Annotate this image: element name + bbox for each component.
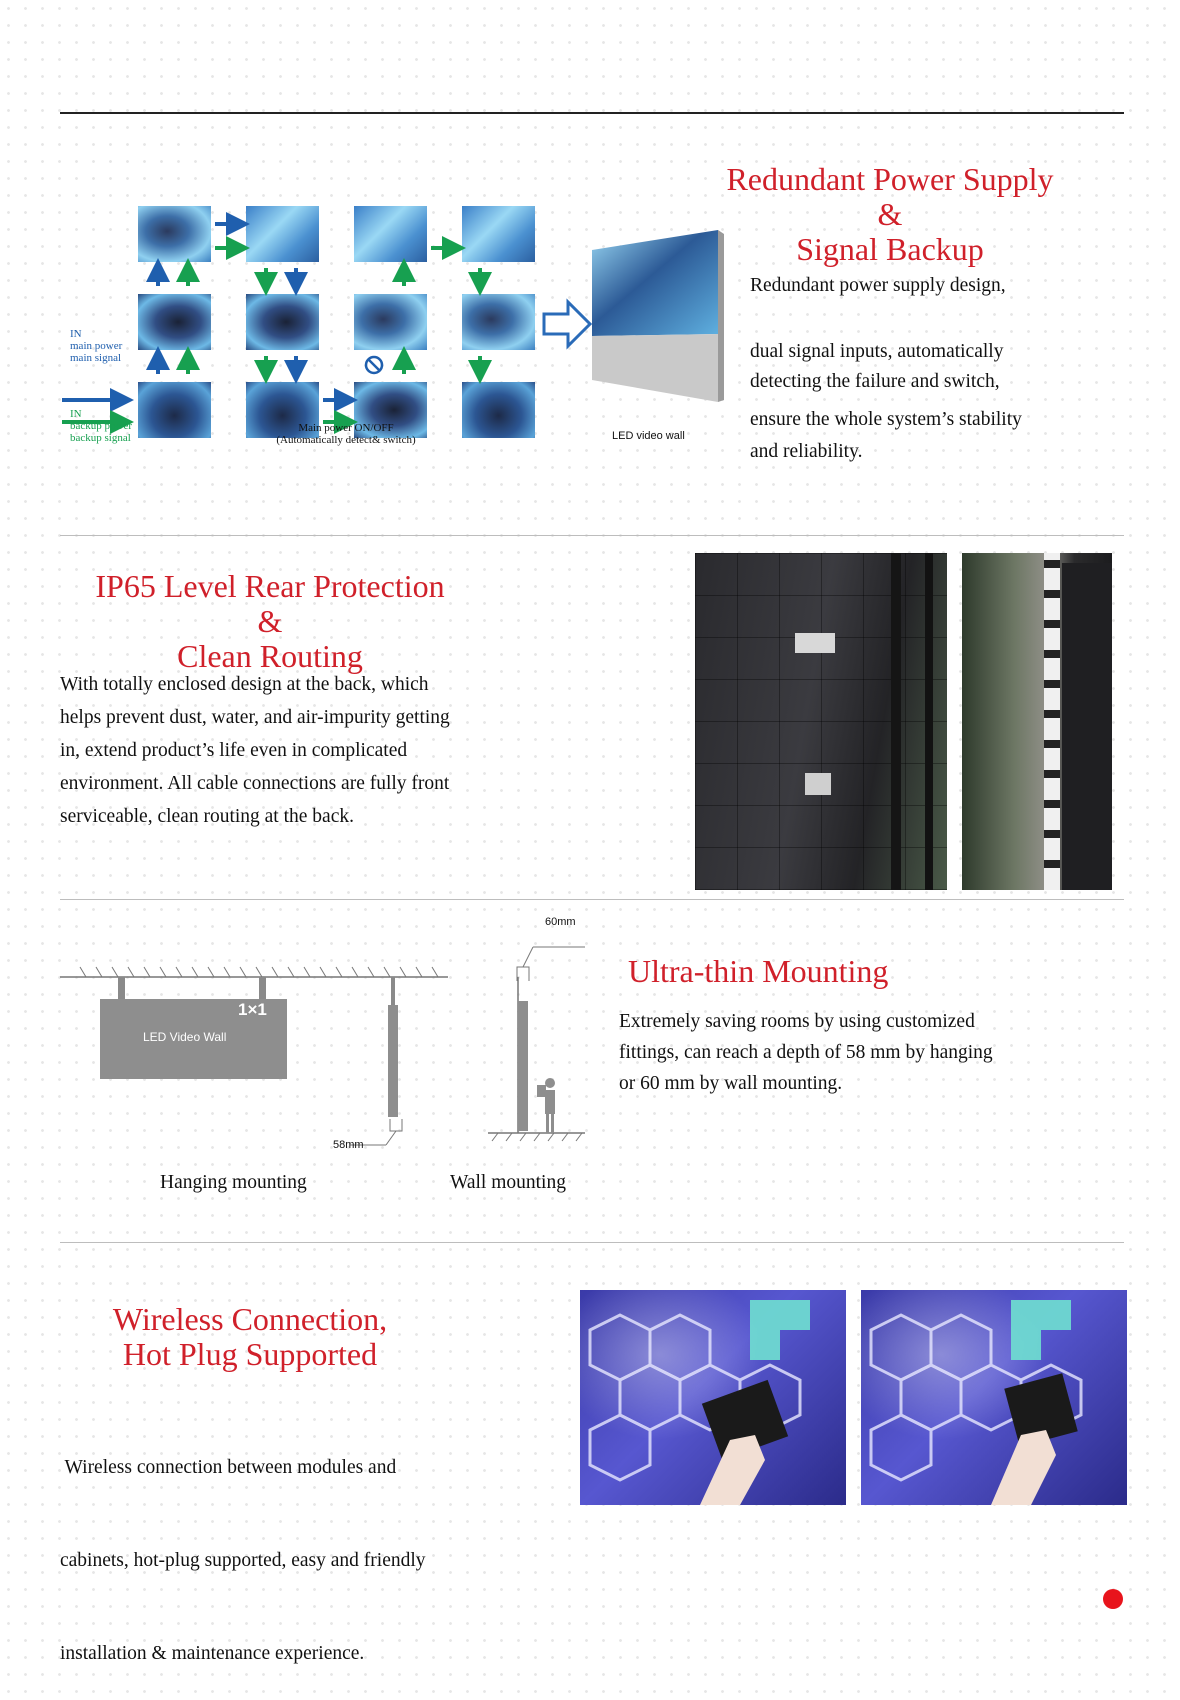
frame-bar	[891, 553, 901, 890]
hexagon-grid	[861, 1290, 1127, 1505]
frame-bar	[925, 553, 933, 890]
section1-title: Redundant Power Supply & Signal Backup	[726, 161, 1054, 267]
cabinet-edge	[1044, 553, 1060, 890]
caption-hanging: Hanging mounting	[160, 1172, 307, 1193]
side-view-photo	[962, 553, 1112, 890]
panel-ratio: 1×1	[238, 1000, 267, 1019]
section3-title: Ultra-thin Mounting	[628, 953, 889, 989]
page-marker-dot	[1103, 1589, 1123, 1609]
section2-body: With totally enclosed design at the back, which helps prevent dust, water, and air-impurity getting in, extend product’s life even in complicated environment. All cable connections are fully front serviceable, clean routing at the back.	[60, 674, 450, 827]
hot-plug-photo-1	[580, 1290, 846, 1505]
divider	[60, 535, 1124, 536]
section2-title: IP65 Level Rear Protection & Clean Routing	[95, 568, 445, 674]
top-divider	[60, 112, 1124, 114]
cabinet-panel	[1062, 563, 1112, 890]
caption-wall: Wall mounting	[450, 1172, 566, 1193]
dim-hanging: 58mm	[333, 1139, 364, 1151]
bracket	[795, 633, 835, 653]
hot-plug-photo-2	[861, 1290, 1127, 1505]
main-input-label: IN main power main signal	[70, 328, 123, 364]
hexagon-grid	[580, 1290, 846, 1505]
rear-panel-photo	[695, 553, 947, 890]
section4-title: Wireless Connection, Hot Plug Supported	[112, 1301, 388, 1372]
dim-wall: 60mm	[545, 916, 576, 928]
panel-label: LED Video Wall	[143, 1030, 227, 1044]
bracket	[805, 773, 831, 795]
switch-label: Main power ON/OFF (Automatically detect& switch)	[276, 422, 416, 446]
divider	[60, 899, 1124, 900]
redundancy-diagram	[60, 190, 720, 480]
section4-body: Wireless connection between modules and cabinets, hot-plug supported, easy and friendly installation & maintenance experience.	[60, 1457, 426, 1664]
section3-body: Extremely saving rooms by using customized fittings, can reach a depth of 58 mm by hanging or 60 mm by wall mounting.	[619, 1011, 993, 1094]
led-wall-label: LED video wall	[612, 430, 685, 442]
divider	[60, 1242, 1124, 1243]
backup-input-label: IN backup power backup signal	[70, 408, 133, 444]
